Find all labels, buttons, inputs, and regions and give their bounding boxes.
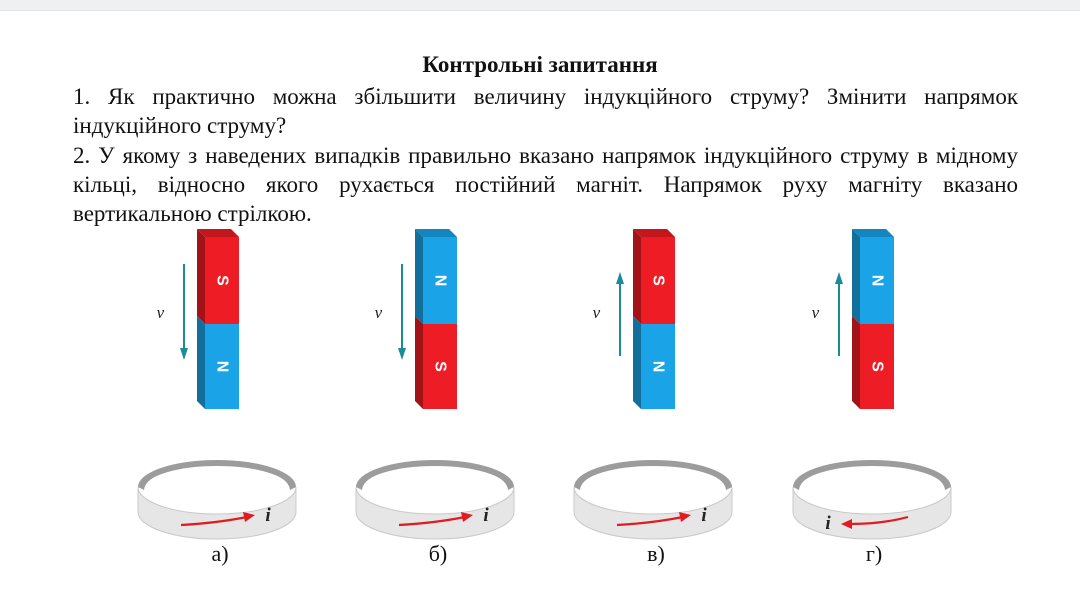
pole-label-top: S — [649, 275, 667, 286]
caption-b: б) — [428, 541, 448, 566]
ring-hole — [800, 466, 944, 510]
bar-magnet — [633, 229, 675, 409]
bar-magnet — [852, 229, 894, 409]
magnet-side-top — [633, 229, 641, 324]
ring-hole — [145, 466, 289, 510]
case-2 — [356, 229, 514, 539]
case-1 — [138, 229, 296, 539]
ring-hole — [581, 466, 725, 510]
magnet-side-bottom — [197, 316, 205, 409]
current-label: i — [701, 505, 707, 526]
velocity-arrow — [180, 264, 188, 360]
pole-label-bottom: N — [649, 360, 667, 373]
velocity-arrow — [835, 272, 843, 356]
ring-hole — [363, 466, 507, 510]
velocity-label: v⃗ — [156, 303, 178, 322]
bar-magnet — [197, 229, 239, 409]
case-3 — [574, 229, 732, 539]
page-title: Контрольні запитання — [422, 52, 658, 77]
velocity-label: v⃗ — [374, 303, 396, 322]
velocity-arrow — [616, 272, 624, 356]
current-label: i — [483, 505, 489, 526]
magnet-side-bottom — [633, 316, 641, 409]
current-label: i — [265, 505, 271, 526]
pole-label-top: N — [868, 274, 886, 287]
pole-label-bottom: N — [213, 360, 231, 373]
bar-magnet — [415, 229, 457, 409]
velocity-label: v⃗ — [811, 303, 833, 322]
magnet-side-top — [852, 229, 860, 324]
magnet-side-bottom — [415, 316, 423, 409]
velocity-arrowhead — [398, 348, 406, 360]
copper-ring — [793, 460, 951, 539]
current-label: i — [825, 513, 831, 534]
case-4 — [793, 229, 951, 539]
pole-label-top: S — [213, 275, 231, 286]
velocity-label: v⃗ — [592, 303, 614, 322]
copper-ring — [138, 460, 296, 539]
magnet-side-top — [415, 229, 423, 324]
pole-label-bottom: S — [868, 361, 886, 372]
caption-a: а) — [211, 541, 229, 566]
velocity-arrow — [398, 264, 406, 360]
question-2: 2. У якому з наведених випадків правильно вказано напрямок індукційного струму в мідному кільці, відносно якого рухається постійний магніт. Напрямок руху магніту вказано вертикальною стрілкою. — [73, 143, 1018, 226]
magnet-side-top — [197, 229, 205, 324]
velocity-arrowhead — [180, 348, 188, 360]
copper-ring — [356, 460, 514, 539]
pole-label-bottom: S — [431, 361, 449, 372]
copper-ring — [574, 460, 732, 539]
caption-v: в) — [647, 541, 665, 566]
pole-label-top: N — [431, 274, 449, 287]
magnet-side-bottom — [852, 316, 860, 409]
velocity-arrowhead — [616, 272, 624, 284]
question-1: 1. Як практично можна збільшити величину індукційного струму? Змінити напрямок індукційного струму? — [73, 84, 1018, 138]
velocity-arrowhead — [835, 272, 843, 284]
caption-g: г) — [865, 541, 883, 566]
